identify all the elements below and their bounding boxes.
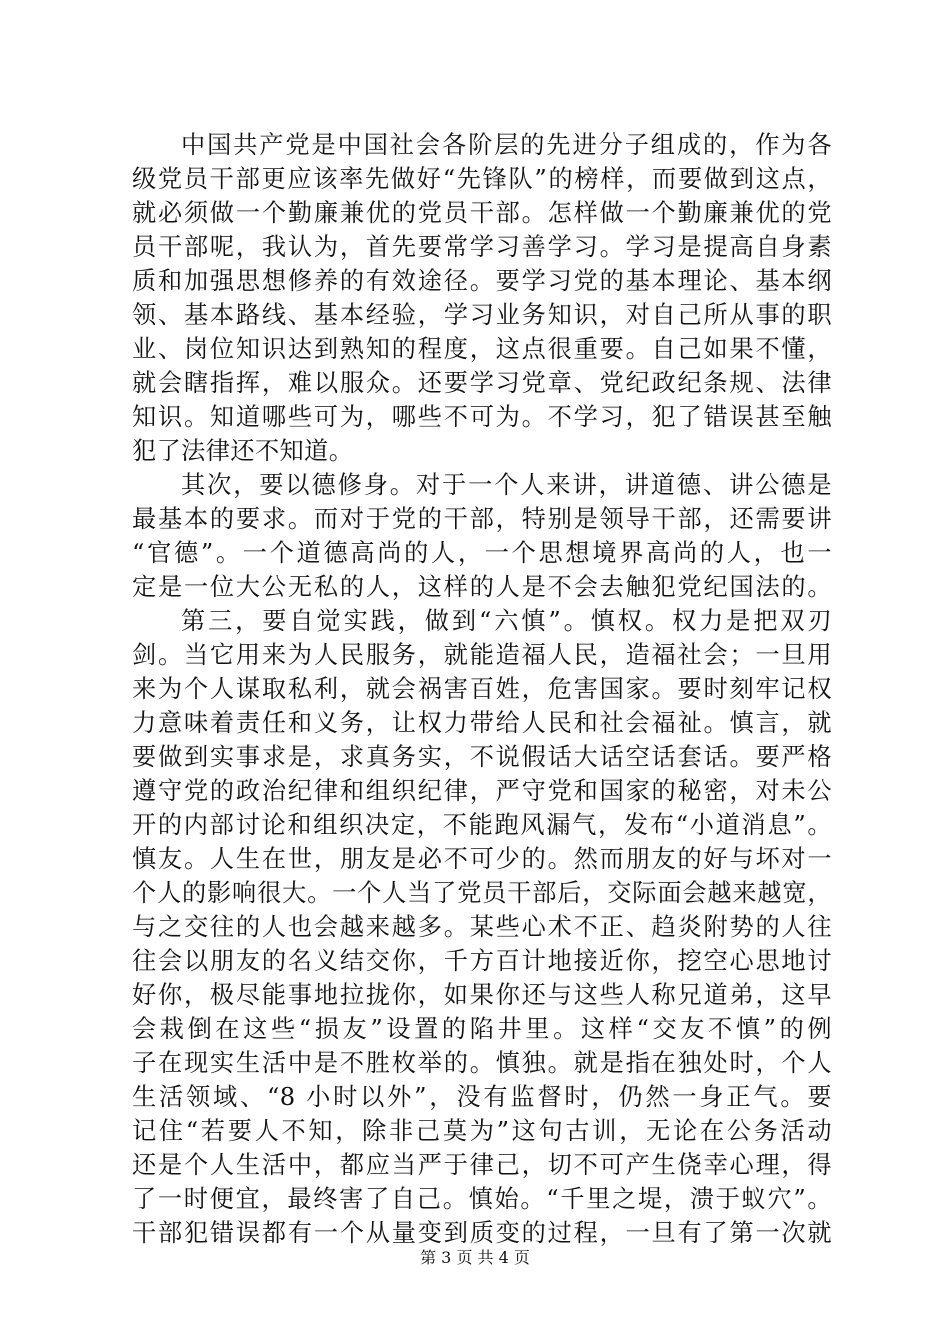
text-line: 就会瞎指挥，难以服众。还要学习党章、党纪政纪条规、法律 <box>132 369 832 397</box>
text-line: 级党员干部更应该率先做好“先锋队”的榜样，而要做到这点， <box>132 165 832 193</box>
text-line: 第三，要自觉实践，做到“六慎”。慎权。权力是把双刃 <box>181 607 832 635</box>
text-line: 犯了法律还不知道。 <box>132 437 354 465</box>
text-line: “官德”。一个道德高尚的人，一个思想境界高尚的人，也一 <box>132 539 832 567</box>
text-line: 与之交往的人也会越来越多。某些心术不正、趋炎附势的人往 <box>132 913 832 941</box>
text-line: 生活领域、“8 小时以外”，没有监督时，仍然一身正气。要 <box>132 1083 832 1111</box>
text-line: 记住“若要人不知，除非己莫为”这句古训，无论在公务活动 <box>132 1117 832 1145</box>
text-line: 会栽倒在这些“损友”设置的陷井里。这样“交友不慎”的例 <box>132 1015 832 1043</box>
text-line: 业、岗位知识达到熟知的程度，这点很重要。自己如果不懂， <box>132 335 832 363</box>
page-footer: 第 3 页 共 4 页 <box>420 1248 530 1267</box>
text-line: 慎友。人生在世，朋友是必不可少的。然而朋友的好与坏对一 <box>132 845 832 873</box>
text-line: 力意味着责任和义务，让权力带给人民和社会福祉。慎言，就 <box>132 709 832 737</box>
text-line: 其次，要以德修身。对于一个人来讲，讲道德、讲公德是 <box>181 471 832 499</box>
text-line: 定是一位大公无私的人，这样的人是不会去触犯党纪国法的。 <box>132 573 832 601</box>
text-line: 个人的影响很大。一个人当了党员干部后，交际面会越来越宽， <box>132 879 832 907</box>
text-line: 最基本的要求。而对于党的干部，特别是领导干部，还需要讲 <box>132 505 832 533</box>
text-line: 知识。知道哪些可为，哪些不可为。不学习，犯了错误甚至触 <box>132 403 832 431</box>
text-line: 还是个人生活中，都应当严于律己，切不可产生侥幸心理，得 <box>132 1151 832 1179</box>
text-line: 来为个人谋取私利，就会祸害百姓，危害国家。要时刻牢记权 <box>132 675 832 703</box>
text-line: 就必须做一个勤廉兼优的党员干部。怎样做一个勤廉兼优的党 <box>132 199 832 227</box>
text-line: 往会以朋友的名义结交你，千方百计地接近你，挖空心思地讨 <box>132 947 832 975</box>
text-line: 中国共产党是中国社会各阶层的先进分子组成的，作为各 <box>181 131 832 159</box>
text-line: 员干部呢，我认为，首先要常学习善学习。学习是提高自身素 <box>132 233 832 261</box>
text-line: 了一时便宜，最终害了自己。慎始。“千里之堤，溃于蚁穴”。 <box>132 1185 832 1213</box>
text-line: 剑。当它用来为人民服务，就能造福人民，造福社会；一旦用 <box>132 641 832 669</box>
text-line: 要做到实事求是，求真务实，不说假话大话空话套话。要严格 <box>132 743 832 771</box>
text-line: 开的内部讨论和组织决定，不能跑风漏气，发布“小道消息”。 <box>132 811 832 839</box>
text-line: 遵守党的政治纪律和组织纪律，严守党和国家的秘密，对未公 <box>132 777 832 805</box>
text-line: 领、基本路线、基本经验，学习业务知识，对自己所从事的职 <box>132 301 832 329</box>
text-line: 质和加强思想修养的有效途径。要学习党的基本理论、基本纲 <box>132 267 832 295</box>
text-line: 好你，极尽能事地拉拢你，如果你还与这些人称兄道弟，这早 <box>132 981 832 1009</box>
text-line: 子在现实生活中是不胜枚举的。慎独。就是指在独处时，个人 <box>132 1049 832 1077</box>
text-line: 干部犯错误都有一个从量变到质变的过程，一旦有了第一次就 <box>132 1219 832 1247</box>
